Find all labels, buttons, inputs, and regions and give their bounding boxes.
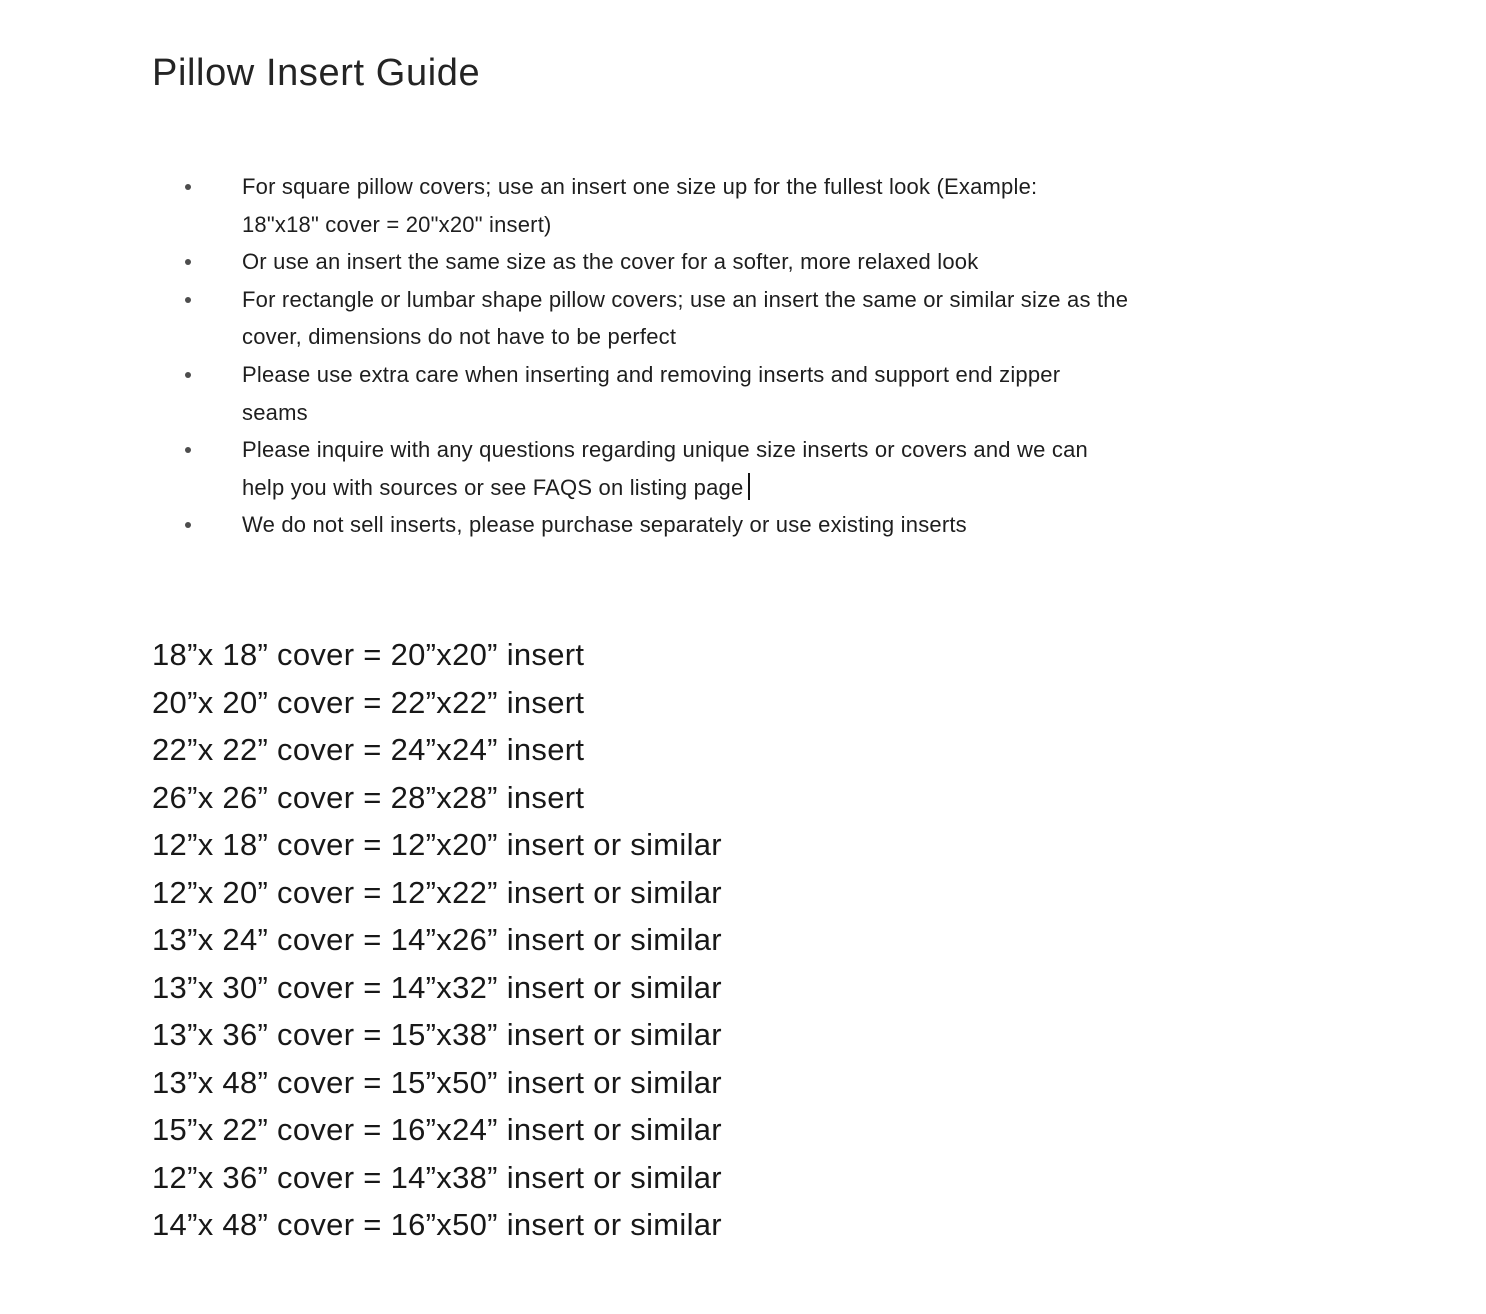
bullet-item-no-inserts-sold [152,506,1352,544]
size-row: 15”x 22” cover = 16”x24” insert or similar [152,1112,722,1147]
bullet-item-inquire-questions [152,431,1352,506]
bullet-icon [185,372,191,378]
bullet-item-same-size-insert [152,243,1352,281]
bullet-text-line: We do not sell inserts, please purchase separately or use existing inserts [242,512,967,538]
size-row: 18”x 18” cover = 20”x20” insert [152,637,585,672]
bullet-text-line-content: help you with sources or see FAQS on listing page [242,474,744,500]
bullet-item-rectangle-lumbar [152,281,1352,356]
size-row: 20”x 20” cover = 22”x22” insert [152,684,585,720]
size-row: 13”x 48” cover = 15”x50” insert or similar [152,1064,722,1100]
bullet-text-line: Or use an insert the same size as the cover for a softer, more relaxed look [242,249,979,275]
bullet-item-extra-care [152,356,1352,431]
guide-bullet-list [152,168,1352,544]
bullet-icon [185,259,191,265]
bullet-icon [185,522,191,528]
bullet-text-line: Please inquire with any questions regarding unique size inserts or covers and we can [242,437,1088,463]
bullet-icon [185,447,191,453]
bullet-text-line: Please use extra care when inserting and removing inserts and support end zipper [242,361,1061,387]
size-row: 26”x 26” cover = 28”x28” insert [152,779,585,815]
bullet-text-line: For rectangle or lumbar shape pillow covers; use an insert the same or similar size as the [242,286,1129,312]
bullet-icon [185,184,191,190]
bullet-text-line: seams [242,399,308,425]
bullet-text-line [242,469,1088,507]
size-row: 12”x 18” cover = 12”x20” insert or similar [152,827,722,862]
size-row: 13”x 30” cover = 14”x32” insert or similar [152,969,722,1005]
size-row: 13”x 24” cover = 14”x26” insert or similar [152,922,722,957]
bullet-item-square-covers [152,168,1352,243]
size-row: 14”x 48” cover = 16”x50” insert or similar [152,1207,722,1242]
size-conversion-list [152,631,722,1249]
bullet-icon [185,297,191,303]
bullet-text-line: 18"x18" cover = 20"x20" insert) [242,211,552,237]
size-row: 13”x 36” cover = 15”x38” insert or similar [152,1017,722,1052]
size-row: 12”x 36” cover = 14”x38” insert or similar [152,1159,722,1195]
page-title: Pillow Insert Guide [152,52,481,94]
size-row: 12”x 20” cover = 12”x22” insert or similar [152,874,722,910]
bullet-text-line: For square pillow covers; use an insert one size up for the fullest look (Example: [242,174,1038,199]
bullet-text-line: cover, dimensions do not have to be perfect [242,324,677,350]
size-row: 22”x 22” cover = 24”x24” insert [152,732,585,767]
text-cursor [748,473,750,500]
